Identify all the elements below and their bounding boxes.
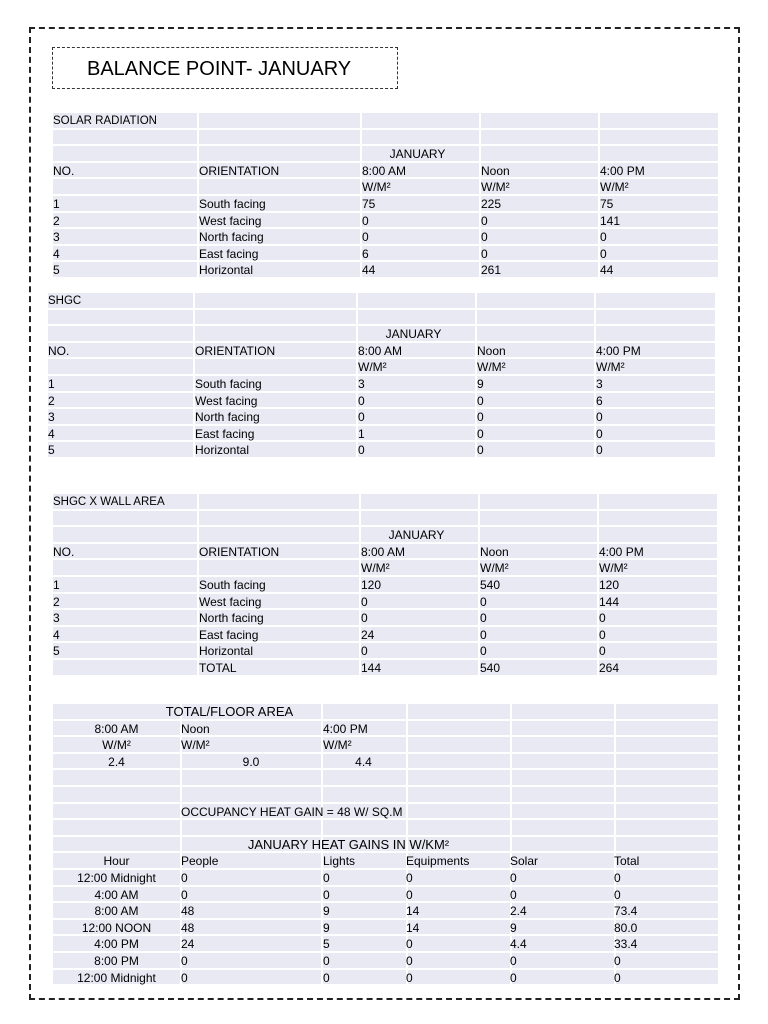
table-cell: 144 [599,594,620,609]
table-cell: 261 [481,263,502,278]
table-row [53,229,718,246]
table-cell: 24 [361,627,375,642]
cell-divider [594,310,596,325]
cell-divider [479,113,481,128]
unit-row [53,560,717,577]
cell-divider [614,704,616,719]
column-header: Noon [477,343,506,358]
table-row [48,376,715,393]
total-value: 264 [599,660,620,675]
table-cell: Horizontal [199,263,254,278]
section-heading: JANUARY HEAT GAINS IN W/KM² [247,836,450,852]
cell-divider [406,754,408,769]
blank-row [53,787,718,804]
table-cell: 0 [596,410,603,425]
section-heading-row [48,293,715,310]
total-value: 144 [361,660,382,675]
unit-label: W/M² [599,561,628,576]
column-header: ORIENTATION [199,163,280,178]
table-cell: 4.4 [510,937,527,952]
cell-divider [510,804,512,819]
table-cell: 0 [362,230,369,245]
column-header: 4:00 PM [599,544,644,559]
shgc-wall-table [53,494,717,677]
table-cell: 0 [181,970,188,985]
cell-divider [597,494,599,509]
header-row [53,163,718,180]
column-header: 4:00 PM [600,163,645,178]
occupancy-row [53,804,718,821]
occupancy-note: OCCUPANCY HEAT GAIN = 48 W/ SQ.M [181,804,403,819]
hour-cell: 8:00 AM [94,904,139,919]
cell-divider [180,787,182,802]
column-header: ORIENTATION [195,343,276,358]
cell-divider [180,770,182,785]
section-heading-row [53,837,718,854]
table-cell: 73.4 [614,904,638,919]
cell-divider [510,737,512,752]
blank-row [53,511,717,528]
value-cell: 9.0 [242,754,260,769]
table-cell: 0 [600,230,607,245]
unit-label: W/M² [323,738,352,753]
table-cell: 5 [323,937,330,952]
section-heading: SOLAR RADIATION [53,115,157,127]
table-cell: 4 [53,246,60,261]
cell-divider [475,310,477,325]
table-cell: 44 [600,263,614,278]
table-cell: 0 [323,953,330,968]
month-row [48,326,715,343]
cell-divider [197,511,199,526]
table-cell: 0 [323,887,330,902]
table-row [53,213,718,230]
table-cell: 0 [406,870,413,885]
blank-row [53,820,718,837]
table-cell: 4 [48,426,55,441]
hour-cell: 8:00 PM [94,953,139,968]
cell-divider [406,737,408,752]
heat-gain-table [53,704,718,986]
table-row [53,887,718,904]
hour-cell: 12:00 Midnight [77,970,156,985]
table-cell: West facing [195,393,258,408]
cell-divider [510,704,512,719]
unit-label: W/M² [481,180,510,195]
table-cell: 0 [323,970,330,985]
cell-divider [479,146,481,161]
table-cell: 0 [181,870,188,885]
total-value: 540 [480,660,501,675]
table-cell: 0 [477,426,484,441]
table-cell: 3 [53,230,60,245]
cell-divider [406,820,408,835]
cell-divider [406,787,408,802]
table-cell: 0 [480,594,487,609]
table-cell: 2 [48,393,55,408]
cell-divider [598,130,600,145]
table-cell: 0 [358,410,365,425]
unit-label: W/M² [600,180,629,195]
section-heading: SHGC [48,295,82,307]
cell-divider [594,326,596,341]
cell-divider [479,130,481,145]
table-cell: 0 [181,953,188,968]
unit-label: W/M² [181,738,210,753]
total-row [53,660,717,677]
column-header: Noon [181,721,210,736]
table-cell: 0 [614,953,621,968]
table-row [48,393,715,410]
table-cell: 2 [53,594,60,609]
hour-cell: 12:00 NOON [81,920,152,935]
column-header: Solar [510,854,539,869]
table-cell: 0 [361,644,368,659]
cell-divider [594,293,596,308]
cell-divider [197,494,199,509]
cell-divider [406,770,408,785]
unit-label: W/M² [362,180,391,195]
table-cell: 5 [48,443,55,458]
table-cell: 0 [614,870,621,885]
table-cell: 0 [477,393,484,408]
table-cell: 0 [323,870,330,885]
table-cell: 1 [53,577,60,592]
table-cell: 0 [358,393,365,408]
table-cell: North facing [199,611,264,626]
value-cell: 4.4 [355,754,372,769]
table-cell: 225 [481,196,502,211]
cell-divider [360,113,362,128]
table-cell: 0 [481,230,488,245]
section-heading-row [53,704,718,721]
table-cell: 0 [481,246,488,261]
table-cell: 0 [181,887,188,902]
table-cell: 4 [53,627,60,642]
column-header: Hour [103,854,130,869]
cell-divider [475,326,477,341]
header-row [48,343,715,360]
table-row [48,442,715,459]
cell-divider [614,787,616,802]
table-cell: 44 [362,263,376,278]
cell-divider [406,704,408,719]
table-cell: West facing [199,213,262,228]
cell-divider [321,820,323,835]
column-header: NO. [53,544,75,559]
cell-divider [614,754,616,769]
table-cell: 1 [48,376,55,391]
unit-label: W/M² [480,561,509,576]
column-header: 8:00 AM [361,544,406,559]
cell-divider [360,130,362,145]
blank-row [53,130,718,147]
cell-divider [614,804,616,819]
table-cell: 0 [406,887,413,902]
table-row [53,920,718,937]
hour-cell: 12:00 Midnight [77,870,156,885]
table-cell: South facing [199,577,266,592]
column-header: NO. [53,163,75,178]
table-cell: 6 [362,246,369,261]
cell-divider [321,770,323,785]
table-row [53,953,718,970]
cell-divider [406,804,408,819]
unit-label: W/M² [596,360,625,375]
table-row [48,409,715,426]
table-row [53,627,717,644]
cell-divider [197,560,199,575]
table-row [53,196,718,213]
cell-divider [614,837,616,852]
cell-divider [197,130,199,145]
cell-divider [356,293,358,308]
table-cell: 0 [480,611,487,626]
table-cell: 5 [53,644,60,659]
table-cell: 0 [361,594,368,609]
column-header: NO. [48,343,70,358]
table-cell: North facing [195,410,260,425]
table-cell: 0 [596,443,603,458]
table-cell: 141 [600,213,621,228]
shgc-table [48,293,715,459]
table-cell: East facing [195,426,255,441]
table-cell: 0 [510,870,517,885]
table-cell: 120 [599,577,620,592]
cell-divider [478,494,480,509]
table-row [53,970,718,987]
table-cell: 0 [510,970,517,985]
table-cell: 3 [53,611,60,626]
table-cell: 0 [480,644,487,659]
solar-radiation-table [53,113,718,279]
table-cell: 1 [53,196,60,211]
table-cell: 75 [600,196,614,211]
cell-divider [356,310,358,325]
table-cell: 0 [480,627,487,642]
value-row [53,754,718,771]
cell-divider [597,527,599,542]
table-cell: West facing [199,594,262,609]
table-cell: South facing [195,376,262,391]
cell-divider [197,113,199,128]
value-cell: 2.4 [108,754,125,769]
cell-divider [197,146,199,161]
table-cell: 48 [181,904,195,919]
table-cell: 1 [358,426,365,441]
table-cell: 9 [477,376,484,391]
table-cell: 9 [510,920,517,935]
table-cell: 9 [323,920,330,935]
page-title: BALANCE POINT- JANUARY [52,47,398,89]
table-cell: 75 [362,196,376,211]
column-header: 4:00 PM [323,721,368,736]
month-label: JANUARY [389,147,446,162]
column-header: Lights [323,854,356,869]
unit-label: W/M² [358,360,387,375]
table-row [53,610,717,627]
cell-divider [193,326,195,341]
table-cell: 3 [596,376,603,391]
cell-divider [197,179,199,194]
cell-divider [193,293,195,308]
table-cell: 0 [596,426,603,441]
unit-label: W/M² [361,561,390,576]
table-cell: North facing [199,230,264,245]
table-cell: 0 [477,443,484,458]
cell-divider [510,721,512,736]
table-cell: 0 [614,970,621,985]
cell-divider [510,820,512,835]
table-cell: 0 [510,887,517,902]
column-header: ORIENTATION [199,544,280,559]
unit-label: W/M² [102,738,131,753]
section-heading-row [53,494,717,511]
column-header: Noon [481,163,510,178]
table-cell: 14 [406,904,420,919]
table-cell: 540 [480,577,501,592]
table-cell: 0 [481,213,488,228]
table-cell: 0 [406,937,413,952]
cell-divider [510,754,512,769]
table-cell: 9 [323,904,330,919]
hour-cell: 4:00 PM [94,937,139,952]
table-cell: Horizontal [195,443,250,458]
section-heading-row [53,113,718,130]
header-row [53,721,718,738]
blank-row [53,770,718,787]
table-cell: 0 [600,246,607,261]
unit-row [53,737,718,754]
table-cell: 120 [361,577,382,592]
table-cell: East facing [199,627,259,642]
table-row [53,577,717,594]
table-cell: 0 [614,887,621,902]
table-row [53,870,718,887]
table-cell: South facing [199,196,266,211]
table-cell: 80.0 [614,920,638,935]
cell-divider [406,721,408,736]
cell-divider [614,820,616,835]
header-row [53,544,717,561]
table-cell: 0 [362,213,369,228]
unit-row [48,359,715,376]
table-cell: 14 [406,920,420,935]
table-cell: 33.4 [614,937,638,952]
table-cell: 0 [406,953,413,968]
column-header: People [181,854,219,869]
table-cell: 0 [599,644,606,659]
cell-divider [598,113,600,128]
table-row [48,426,715,443]
total-label: TOTAL [199,660,237,675]
column-header: 8:00 AM [94,721,139,736]
cell-divider [597,511,599,526]
table-cell: 3 [358,376,365,391]
column-header: Total [614,854,640,869]
cell-divider [614,770,616,785]
cell-divider [193,359,195,374]
cell-divider [478,511,480,526]
unit-row [53,179,718,196]
month-row [53,146,718,163]
cell-divider [598,146,600,161]
cell-divider [614,721,616,736]
table-cell: 2 [53,213,60,228]
table-cell: 2.4 [510,904,527,919]
month-label: JANUARY [388,528,445,543]
table-cell: 0 [477,410,484,425]
table-cell: Horizontal [199,644,254,659]
cell-divider [193,310,195,325]
table-cell: 0 [361,611,368,626]
table-cell: 0 [510,953,517,968]
section-heading: SHGC X WALL AREA [53,496,165,508]
cell-divider [478,527,480,542]
cell-divider [197,527,199,542]
table-cell: East facing [199,246,259,261]
cell-divider [614,737,616,752]
table-cell: 3 [48,410,55,425]
table-row [53,903,718,920]
table-cell: 5 [53,263,60,278]
unit-label: W/M² [477,360,506,375]
table-cell: 48 [181,920,195,935]
table-row [53,262,718,279]
column-header: 8:00 AM [362,163,407,178]
table-row [53,594,717,611]
cell-divider [321,787,323,802]
cell-divider [475,293,477,308]
column-header: Equipments [406,854,470,869]
column-header: 8:00 AM [358,343,403,358]
table-row [53,643,717,660]
table-row [53,246,718,263]
cell-divider [359,511,361,526]
month-row [53,527,717,544]
column-header: 4:00 PM [596,343,641,358]
table-cell: 0 [599,611,606,626]
header-row [53,853,718,870]
cell-divider [180,820,182,835]
table-cell: 24 [181,937,195,952]
table-row [53,936,718,953]
column-header: Noon [480,544,509,559]
cell-divider [510,770,512,785]
table-cell: 0 [406,970,413,985]
month-label: JANUARY [385,327,442,342]
section-heading: TOTAL/FLOOR AREA [165,704,294,719]
table-cell: 0 [358,443,365,458]
table-cell: 6 [596,393,603,408]
blank-row [48,310,715,327]
cell-divider [510,787,512,802]
table-cell: 0 [599,627,606,642]
hour-cell: 4:00 AM [94,887,139,902]
cell-divider [359,494,361,509]
